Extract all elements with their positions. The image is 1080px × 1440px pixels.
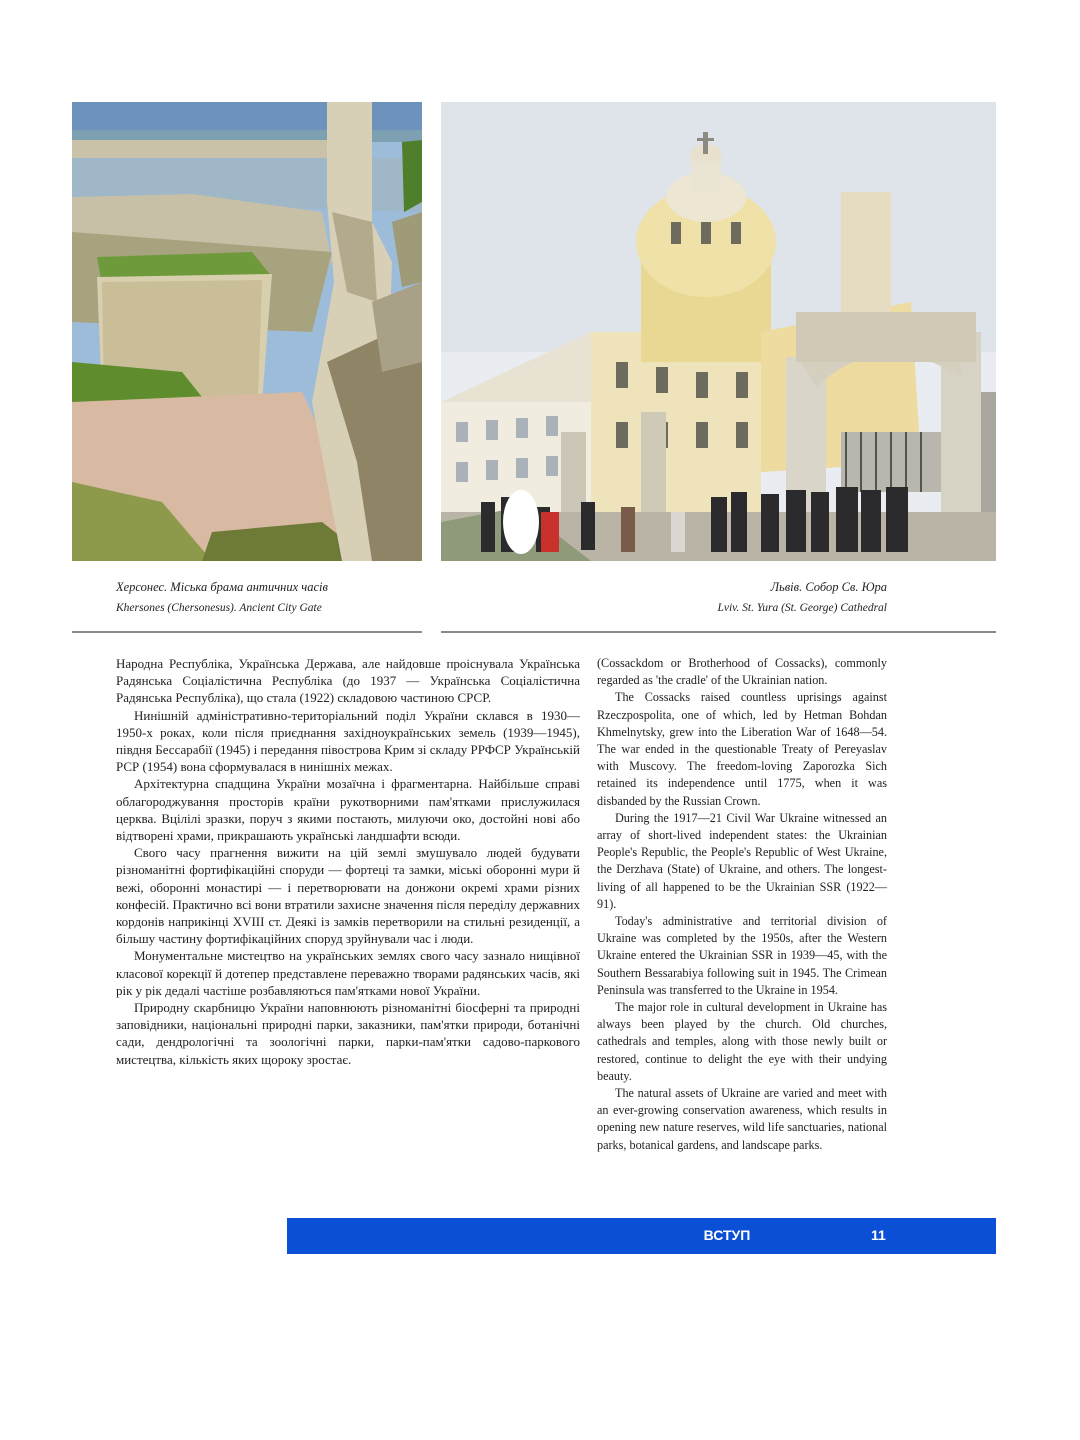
caption-divider-left	[72, 631, 422, 633]
paragraph-ua-3: Архітектурна спадщина України мозаїчна і фрагментарна. Найбільше справі облагороджування просторів країни рукотворними пам'ятками прислужилася церква. Вцілілі зразки, поруч з якими постають, милуючи око, достойні нові або відтворені храми, прикрашають українські ландшафти всюди.	[116, 776, 580, 844]
paragraph-ua-1: Народна Республіка, Українська Держава, але найдовше проіснувала Українська Радянська Соціалістична Республіка (до 1937 — Українська Соціалістична Радянська Республіка), що стала (1922) складовою частиною СРСР.	[116, 656, 580, 706]
footer-section-title: ВСТУП	[703, 1227, 751, 1243]
paragraph-ua-2: Нинішній адміністративно-територіальний поділ України склався в 1930—1950-х роках, коли після приєднання західноукраїнських земель (1939—1945), півдня Бессарабії (1945) і передання півострова Крим зі складу РРФСР Українській РСР (1954) вона сформувалася в нинішніх межах.	[116, 707, 580, 775]
paragraph-en-1: (Cossackdom or Brotherhood of Cossacks), commonly regarded as 'the cradle' of the Ukrainian nation.	[597, 656, 887, 688]
paragraph-en-6: The natural assets of Ukraine are varied and meet with an ever-growing conservation awareness, which results in opening new nature reserves, wild life sanctuaries, national parks, botanical gardens, and landscape parks.	[597, 1086, 887, 1152]
caption-right-ua: Львів. Собор Св. Юра	[770, 580, 887, 594]
caption-left	[116, 577, 416, 619]
paragraph-en-5: The major role in cultural development in Ukraine has always been played by the church. Old churches, cathedrals and temples, along with those newly built or restored, continue to delight the eye with their undying beauty.	[597, 1000, 887, 1083]
caption-right-en: Lviv. St. Yura (St. George) Cathedral	[717, 602, 887, 614]
caption-left-en: Khersones (Chersonesus). Ancient City Gate	[116, 602, 322, 614]
paragraph-en-2: The Cossacks raised countless uprisings against Rzeczpospolita, one of which, led by Hetman Bohdan Khmelnytsky, grew into the Liberation War of 1648—54. The war ended in the questionable Treaty of Pereyaslav with Muscovy. The freedom-loving Zaporozka Sich retained its independence until 1775, when it was disbanded by the Russian Crown.	[597, 690, 887, 808]
page-number: 11	[871, 1227, 886, 1243]
paragraph-ua-4: Свого часу прагнення вижити на цій землі змушувало людей будувати різноманітні фортифікаційні споруди — фортеці та замки, міські оборонні мури й вежі, оборонні монастирі — і перетворювати на донжони окремі храми різних конфесій. Практично всі вони втратили захисне значення після переділу державних кордонів наприкінці XVIII ст. Деякі із замків перетворили на стильні резиденції, а більшу частину фортифікаційних споруд зруйнували час і люди.	[116, 845, 580, 947]
photo-st-yura-cathedral	[441, 102, 996, 561]
paragraph-ua-6: Природну скарбницю України наповнюють різноманітні біосферні та природні заповідники, національні природні парки, заказники, пам'ятки природи, ботанічні сади, дендрологічні та зоологічні парки, парки-пам'ятки садово-паркового мистецтва, кількість яких щороку зростає.	[116, 1000, 580, 1067]
text-column-ukrainian	[116, 655, 580, 1068]
paragraph-en-4: Today's administrative and territorial division of Ukraine was completed by the 1950s, after the Western Ukraine entered the Ukrainian SSR in 1939—45, with the Southern Bessarabiya following suit in 1945. The Crimean Peninsula was transferred to the Ukraine in 1954.	[597, 914, 887, 997]
text-column-english	[597, 655, 887, 1154]
footer-bar	[287, 1218, 996, 1254]
caption-right	[600, 577, 887, 619]
paragraph-ua-5: Монументальне мистецтво на українських землях свого часу зазнало нищівної класової корекції й дотепер представлене переважно творами радянських часів, які рік у рік дедалі частіше розбавляються пам'ятками нової України.	[116, 948, 580, 998]
caption-divider-right	[441, 631, 996, 633]
paragraph-en-3: During the 1917—21 Civil War Ukraine witnessed an array of short-lived independent states: the Ukrainian People's Republic, the People's Republic of West Ukraine, the Derzhava (State) of Ukraine, and others. The longest-living of all happened to be the Ukrainian SSR (1922—91).	[597, 810, 887, 911]
caption-left-ua: Херсонес. Міська брама античних часів	[116, 580, 328, 594]
photo-khersones	[72, 102, 422, 561]
